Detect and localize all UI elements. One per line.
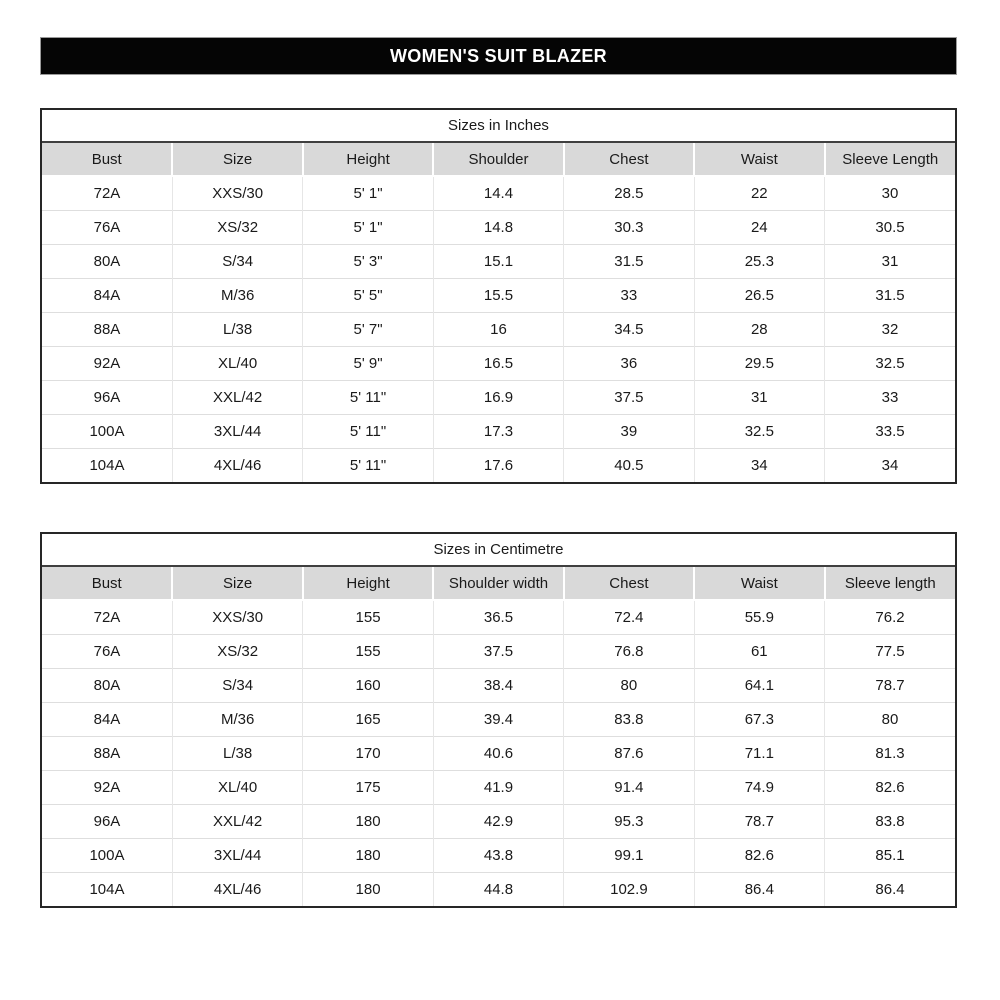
table-cell: 76.8 [564, 635, 694, 669]
table-cell: 36 [564, 347, 694, 381]
table-cell: 84A [42, 279, 172, 313]
table-cell: M/36 [172, 703, 302, 737]
table-cell: 5' 9" [303, 347, 433, 381]
table-cell: 37.5 [433, 635, 563, 669]
table-cell: XXS/30 [172, 600, 302, 635]
column-header: Size [172, 567, 302, 600]
table-cell: 3XL/44 [172, 415, 302, 449]
table-cell: XXL/42 [172, 381, 302, 415]
table-cell: 170 [303, 737, 433, 771]
table-cell: XL/40 [172, 347, 302, 381]
table-cell: 25.3 [694, 245, 824, 279]
table-cell: 22 [694, 176, 824, 211]
column-header: Shoulder width [433, 567, 563, 600]
table-cell: XL/40 [172, 771, 302, 805]
table-cell: 39 [564, 415, 694, 449]
table-cell: XS/32 [172, 635, 302, 669]
table-row [42, 737, 955, 771]
table-row [42, 415, 955, 449]
table-cell: 17.6 [433, 449, 563, 483]
table-cell: 175 [303, 771, 433, 805]
table-cell: 180 [303, 839, 433, 873]
table-cell: 88A [42, 313, 172, 347]
table-row [42, 347, 955, 381]
table-cell: 95.3 [564, 805, 694, 839]
table-cell: 92A [42, 771, 172, 805]
table-cell: 14.4 [433, 176, 563, 211]
table-cell: 85.1 [825, 839, 955, 873]
table-cell: 28.5 [564, 176, 694, 211]
table-cell: 37.5 [564, 381, 694, 415]
table-cell: M/36 [172, 279, 302, 313]
table-cell: 76A [42, 635, 172, 669]
table-cell: 31 [825, 245, 955, 279]
column-header: Sleeve length [825, 567, 955, 600]
table-cell: 28 [694, 313, 824, 347]
table-cell: 30 [825, 176, 955, 211]
table-cell: 82.6 [694, 839, 824, 873]
table-cell: 100A [42, 415, 172, 449]
table-cell: 78.7 [825, 669, 955, 703]
table-cell: 55.9 [694, 600, 824, 635]
table-cell: 5' 7" [303, 313, 433, 347]
table-cell: 30.5 [825, 211, 955, 245]
table-cell: 4XL/46 [172, 449, 302, 483]
table-cell: 74.9 [694, 771, 824, 805]
table-cell: 180 [303, 873, 433, 907]
table-cell: 160 [303, 669, 433, 703]
inches-size-table [40, 108, 957, 484]
column-header: Sleeve Length [825, 143, 955, 176]
table-cell: 32.5 [694, 415, 824, 449]
table-cell: 5' 1" [303, 211, 433, 245]
table-cell: 155 [303, 600, 433, 635]
column-header: Bust [42, 143, 172, 176]
table-cell: 40.5 [564, 449, 694, 483]
table-cell: 16.5 [433, 347, 563, 381]
table-cell: 81.3 [825, 737, 955, 771]
table-cell: 96A [42, 805, 172, 839]
table-cell: 165 [303, 703, 433, 737]
table-cell: 86.4 [825, 873, 955, 907]
table-row [42, 703, 955, 737]
table-cell: 100A [42, 839, 172, 873]
table-cell: 29.5 [694, 347, 824, 381]
table-cell: 40.6 [433, 737, 563, 771]
table-cell: S/34 [172, 669, 302, 703]
table-cell: 99.1 [564, 839, 694, 873]
table-cell: 36.5 [433, 600, 563, 635]
table-cell: 32 [825, 313, 955, 347]
table-cell: 77.5 [825, 635, 955, 669]
column-header: Waist [694, 567, 824, 600]
table-cell: 33.5 [825, 415, 955, 449]
table-cell: 34 [694, 449, 824, 483]
table-cell: 155 [303, 635, 433, 669]
table-cell: 5' 11" [303, 449, 433, 483]
table-cell: 78.7 [694, 805, 824, 839]
table-row [42, 839, 955, 873]
table-cell: 31.5 [564, 245, 694, 279]
table-cell: 34 [825, 449, 955, 483]
table-cell: 88A [42, 737, 172, 771]
table-cell: 43.8 [433, 839, 563, 873]
table-row [42, 176, 955, 211]
header-row [42, 143, 955, 176]
column-header: Height [303, 567, 433, 600]
centimetre-size-table [40, 532, 957, 908]
column-header: Size [172, 143, 302, 176]
table-cell: L/38 [172, 737, 302, 771]
table-cell: S/34 [172, 245, 302, 279]
table-title: Sizes in Centimetre [42, 534, 955, 567]
table-cell: 5' 11" [303, 381, 433, 415]
table-row [42, 669, 955, 703]
table-row [42, 771, 955, 805]
size-table [42, 567, 955, 906]
table-row [42, 805, 955, 839]
table-cell: XXS/30 [172, 176, 302, 211]
table-cell: 30.3 [564, 211, 694, 245]
table-cell: 80A [42, 245, 172, 279]
column-header: Height [303, 143, 433, 176]
table-row [42, 313, 955, 347]
table-cell: XS/32 [172, 211, 302, 245]
table-cell: 15.1 [433, 245, 563, 279]
table-cell: 92A [42, 347, 172, 381]
table-cell: 80 [564, 669, 694, 703]
table-row [42, 449, 955, 483]
column-header: Waist [694, 143, 824, 176]
page-title: WOMEN'S SUIT BLAZER [390, 45, 607, 66]
table-title: Sizes in Inches [42, 110, 955, 143]
table-cell: 67.3 [694, 703, 824, 737]
table-cell: 96A [42, 381, 172, 415]
table-cell: 80 [825, 703, 955, 737]
table-cell: 72A [93, 609, 121, 626]
table-cell: 61 [694, 635, 824, 669]
table-cell: 83.8 [564, 703, 694, 737]
table-cell: 31 [694, 381, 824, 415]
table-cell: 3XL/44 [172, 839, 302, 873]
table-cell: 14.8 [433, 211, 563, 245]
table-row [42, 600, 955, 635]
table-cell: 76A [42, 211, 172, 245]
table-cell: 42.9 [433, 805, 563, 839]
table-cell: 31.5 [825, 279, 955, 313]
table-row [42, 381, 955, 415]
table-cell: 24 [694, 211, 824, 245]
chart-title-banner [40, 37, 957, 75]
table-cell: 41.9 [433, 771, 563, 805]
table-cell: 44.8 [433, 873, 563, 907]
table-cell: 39.4 [433, 703, 563, 737]
table-cell: 5' 11" [303, 415, 433, 449]
table-cell: 5' 3" [303, 245, 433, 279]
table-row [42, 635, 955, 669]
table-cell: 5' 5" [303, 279, 433, 313]
table-cell: 102.9 [564, 873, 694, 907]
table-cell: L/38 [172, 313, 302, 347]
table-cell: 71.1 [694, 737, 824, 771]
table-cell: 86.4 [694, 873, 824, 907]
column-header: Chest [564, 143, 694, 176]
table-cell: 34.5 [564, 313, 694, 347]
table-cell: 5' 1" [303, 176, 433, 211]
table-cell: 180 [303, 805, 433, 839]
table-cell: XXL/42 [172, 805, 302, 839]
table-cell: 72.4 [564, 600, 694, 635]
column-header: Shoulder [433, 143, 563, 176]
table-cell: 16 [433, 313, 563, 347]
table-cell: 87.6 [564, 737, 694, 771]
table-cell: 16.9 [433, 381, 563, 415]
column-header: Chest [564, 567, 694, 600]
table-cell: 72A [93, 185, 121, 202]
table-cell: 76.2 [825, 600, 955, 635]
table-cell: 82.6 [825, 771, 955, 805]
table-row [42, 873, 955, 907]
table-row [42, 279, 955, 313]
table-cell: 80A [42, 669, 172, 703]
header-row [42, 567, 955, 600]
size-table [42, 143, 955, 482]
table-cell: 91.4 [564, 771, 694, 805]
table-cell: 33 [564, 279, 694, 313]
column-header: Bust [42, 567, 172, 600]
table-cell: 104A [42, 449, 172, 483]
table-cell: 26.5 [694, 279, 824, 313]
table-cell: 15.5 [433, 279, 563, 313]
table-row [42, 211, 955, 245]
table-cell: 32.5 [825, 347, 955, 381]
table-cell: 17.3 [433, 415, 563, 449]
table-row [42, 245, 955, 279]
table-cell: 84A [42, 703, 172, 737]
table-cell: 104A [42, 873, 172, 907]
table-cell: 38.4 [433, 669, 563, 703]
table-cell: 83.8 [825, 805, 955, 839]
table-cell: 64.1 [694, 669, 824, 703]
table-cell: 4XL/46 [172, 873, 302, 907]
table-cell: 33 [825, 381, 955, 415]
